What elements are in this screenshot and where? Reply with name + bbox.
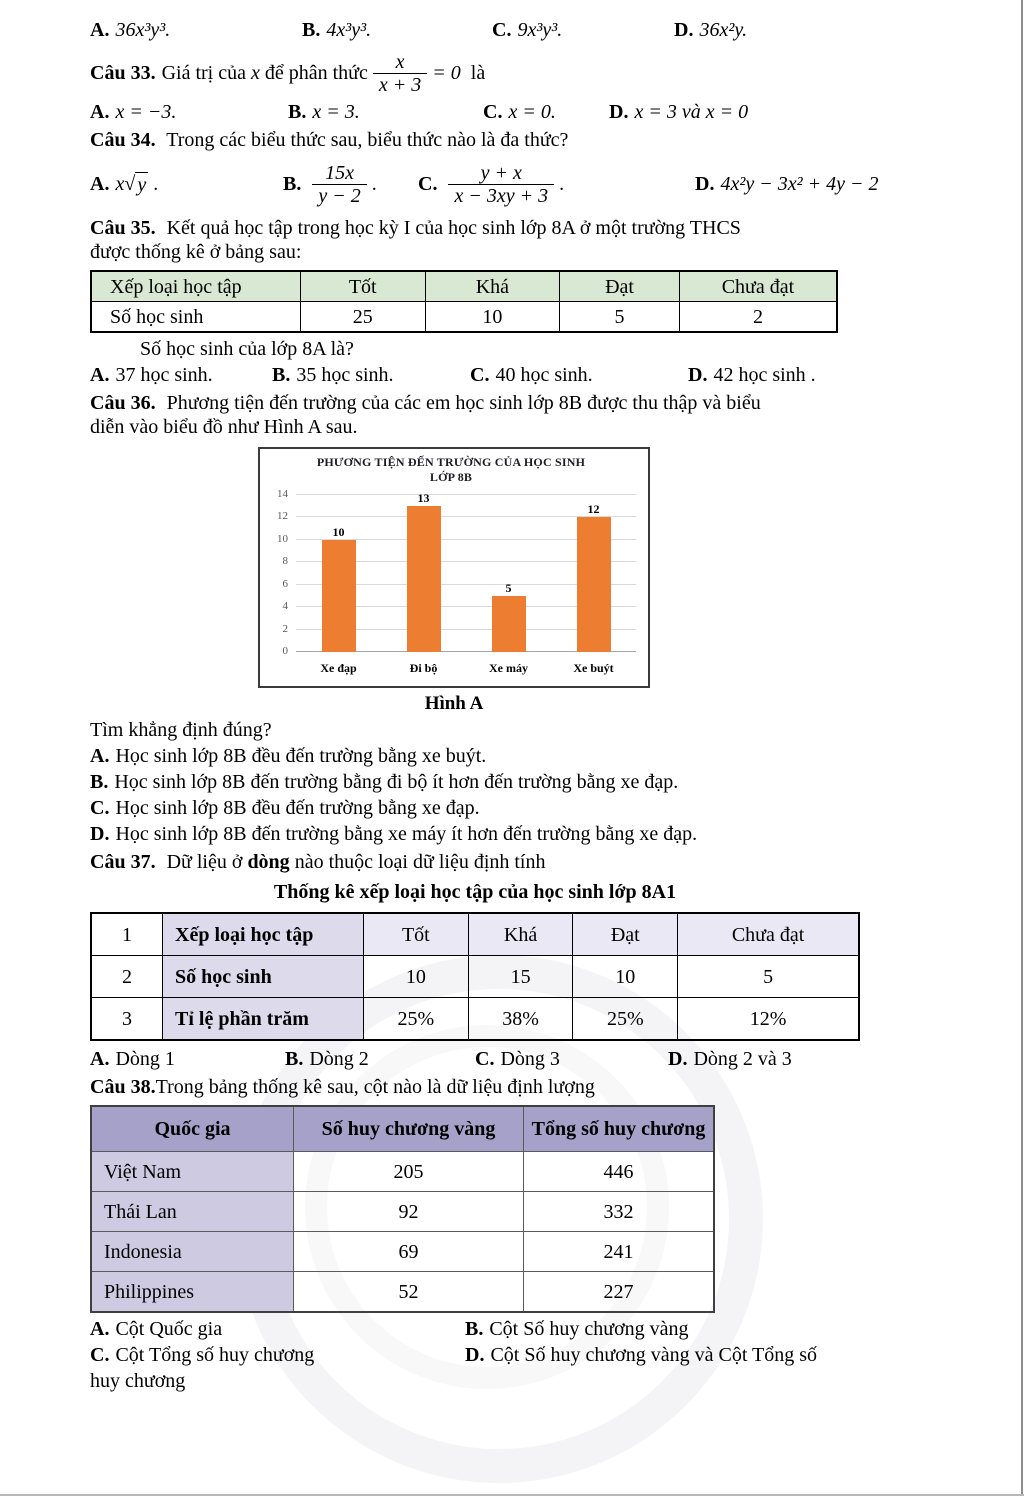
q35-subquestion: Số học sinh của lớp 8A là? — [140, 338, 354, 360]
table-row: Indonesia 69 241 — [91, 1232, 714, 1272]
q38-options-row-1 — [90, 1317, 904, 1341]
chart-title: PHƯƠNG TIỆN ĐẾN TRƯỜNG CỦA HỌC SINH LỚP 8B — [316, 455, 586, 484]
q36-option-d: D. Học sinh lớp 8B đến trường bằng xe máy ít hơn đến trường bằng xe đạp. — [90, 823, 698, 845]
q34-options-row — [90, 156, 904, 212]
page-edge-right — [1021, 0, 1023, 1496]
chart-bar-Xe máy — [492, 596, 526, 652]
chart-category-label: Xe buýt — [573, 661, 614, 675]
chart-y-axis — [268, 488, 292, 657]
q33-option-b: B. x = 3. — [288, 101, 360, 123]
chart-y-tick-label: 4 — [282, 600, 288, 613]
table-row: Việt Nam 205 446 — [91, 1152, 714, 1192]
q37-option-b: B. Dòng 2 — [285, 1048, 369, 1070]
table-row: 3 Tỉ lệ phần trăm 25% 38% 25% 12% — [91, 998, 859, 1041]
q37-option-d: D. Dòng 2 và 3 — [668, 1048, 792, 1070]
q35-option-a: A. 37 học sinh. — [90, 364, 213, 386]
chart-y-tick-label: 6 — [282, 577, 288, 590]
q35-option-b: B. 35 học sinh. — [272, 364, 394, 386]
chart-y-tick-label: 0 — [282, 645, 288, 657]
q36-option-c: C. Học sinh lớp 8B đều đến trường bằng xe đạp. — [90, 797, 480, 819]
chart-x-axis — [296, 656, 636, 680]
q38-options-row-2 — [90, 1343, 904, 1367]
ratings-table-8a1 — [90, 912, 860, 1041]
chart-plot-area — [296, 491, 636, 652]
q32-option-b: B. 4x³y³. — [302, 19, 372, 41]
table-row: Thái Lan 92 332 — [91, 1192, 714, 1232]
q35-question: Câu 35. Kết quả học tập trong học kỳ I của học sinh lớp 8A ở một trường THCS được thống kê ở bảng sau: — [90, 217, 741, 263]
q33-option-c: C. x = 0. — [483, 101, 556, 123]
table-row: Philippines 52 227 — [91, 1272, 714, 1313]
chart-y-tick-label: 2 — [282, 622, 288, 635]
q32-option-c: C. 9x³y³. — [492, 19, 563, 41]
table-row: 1 Xếp loại học tập Tốt Khá Đạt Chưa đạt — [91, 913, 859, 956]
q33-question: Câu 33. Giá trị của x để phân thức $\frac{x}{x + 3}$ = 0 là — [90, 50, 486, 96]
q36-option-b: B. Học sinh lớp 8B đến trường bằng đi bộ ít hơn đến trường bằng xe đạp. — [90, 771, 679, 793]
table-row: Số học sinh 25 10 5 2 — [91, 302, 837, 333]
q36-statements — [90, 718, 904, 846]
q35-option-d: D. 42 học sinh . — [688, 364, 816, 386]
chart-category-label: Xe máy — [489, 661, 528, 675]
q34-option-b: B. $\frac{15x}{y - 2}$ . — [283, 161, 377, 207]
q38-option-a: A. Cột Quốc gia — [90, 1318, 223, 1340]
q36-question: Câu 36. Phương tiện đến trường của các em học sinh lớp 8B được thu thập và biểu diễn vào biểu đồ như Hình A sau. — [90, 392, 761, 438]
chart-bar-value-label: 10 — [332, 524, 345, 539]
q38-option-b: B. Cột Số huy chương vàng — [465, 1318, 689, 1340]
q37-question: Câu 37. Dữ liệu ở dòng nào thuộc loại dữ liệu định tính — [90, 851, 546, 873]
ratings-table-8a — [90, 270, 838, 333]
q34-option-c: C. $\frac{y + x}{x - 3xy + 3}$ . — [418, 161, 565, 207]
q36-option-a: A. Học sinh lớp 8B đều đến trường bằng xe buýt. — [90, 745, 487, 767]
bar-chart-hinh-a — [258, 447, 650, 716]
q38-option-c: C. Cột Tổng số huy chương — [90, 1344, 315, 1366]
q33-option-d: D. x = 3 và x = 0 — [609, 101, 749, 123]
q37-options-row — [90, 1047, 904, 1071]
chart-bar-value-label: 5 — [505, 580, 512, 595]
sqrt-icon: √ — [124, 173, 136, 195]
q33-options-row — [90, 100, 904, 124]
q36-prompt: Tìm khẳng định đúng? — [90, 719, 272, 741]
figure-caption: Hình A — [424, 693, 484, 714]
q35-option-c: C. 40 học sinh. — [470, 364, 593, 386]
q32-option-d: D. 36x²y. — [674, 19, 748, 41]
chart-y-tick-label: 12 — [277, 510, 288, 523]
chart-y-tick-label: 8 — [282, 555, 288, 568]
chart-y-tick-label: 10 — [277, 532, 288, 545]
chart-category-label: Đi bộ — [409, 661, 438, 675]
q32-options-row — [90, 18, 904, 42]
q33-option-a: A. x = −3. — [90, 101, 177, 123]
chart-bar-Đi bộ — [407, 506, 441, 652]
q35-options-row — [90, 363, 904, 387]
q34-question: Câu 34. Trong các biểu thức sau, biểu thức nào là đa thức? — [90, 129, 569, 151]
q32-option-a: A. 36x³y³. — [90, 19, 171, 41]
chart-bar-Xe buýt — [577, 517, 611, 652]
q38-option-d-overflow: huy chương — [90, 1370, 186, 1392]
table-row: 2 Số học sinh 10 15 10 5 — [91, 956, 859, 998]
fraction: $\frac{x}{x + 3}$ — [373, 51, 427, 96]
q38-option-d: D. Cột Số huy chương vàng và Cột Tổng số — [465, 1344, 818, 1366]
chart-gridline — [296, 494, 636, 495]
chart-y-tick-label: 14 — [277, 488, 288, 500]
chart-frame — [258, 447, 650, 688]
fraction: $\frac{15x}{y - 2}$ — [312, 162, 366, 207]
chart-bar-Xe đạp — [322, 540, 356, 652]
q34-option-a: A. x √ y . — [90, 173, 159, 196]
chart-bar-value-label: 13 — [417, 491, 430, 506]
q37-option-a: A. Dòng 1 — [90, 1048, 175, 1070]
fraction: $\frac{y + x}{x - 3xy + 3}$ — [448, 162, 554, 207]
chart-category-label: Xe đạp — [320, 661, 357, 675]
q37-table-title: Thống kê xếp loại học tập của học sinh lớp 8A1 — [273, 881, 677, 903]
q37-option-c: C. Dòng 3 — [475, 1048, 560, 1070]
table-header-row: Xếp loại học tập Tốt Khá Đạt Chưa đạt — [91, 271, 837, 302]
q34-option-d: D. 4x²y − 3x² + 4y − 2 — [695, 173, 879, 195]
q38-question: Câu 38.Trong bảng thống kê sau, cột nào là dữ liệu định lượng — [90, 1076, 595, 1098]
medals-table — [90, 1105, 715, 1313]
chart-bar-value-label: 12 — [587, 502, 600, 517]
table-header-row: Quốc gia Số huy chương vàng Tổng số huy chương — [91, 1106, 714, 1152]
